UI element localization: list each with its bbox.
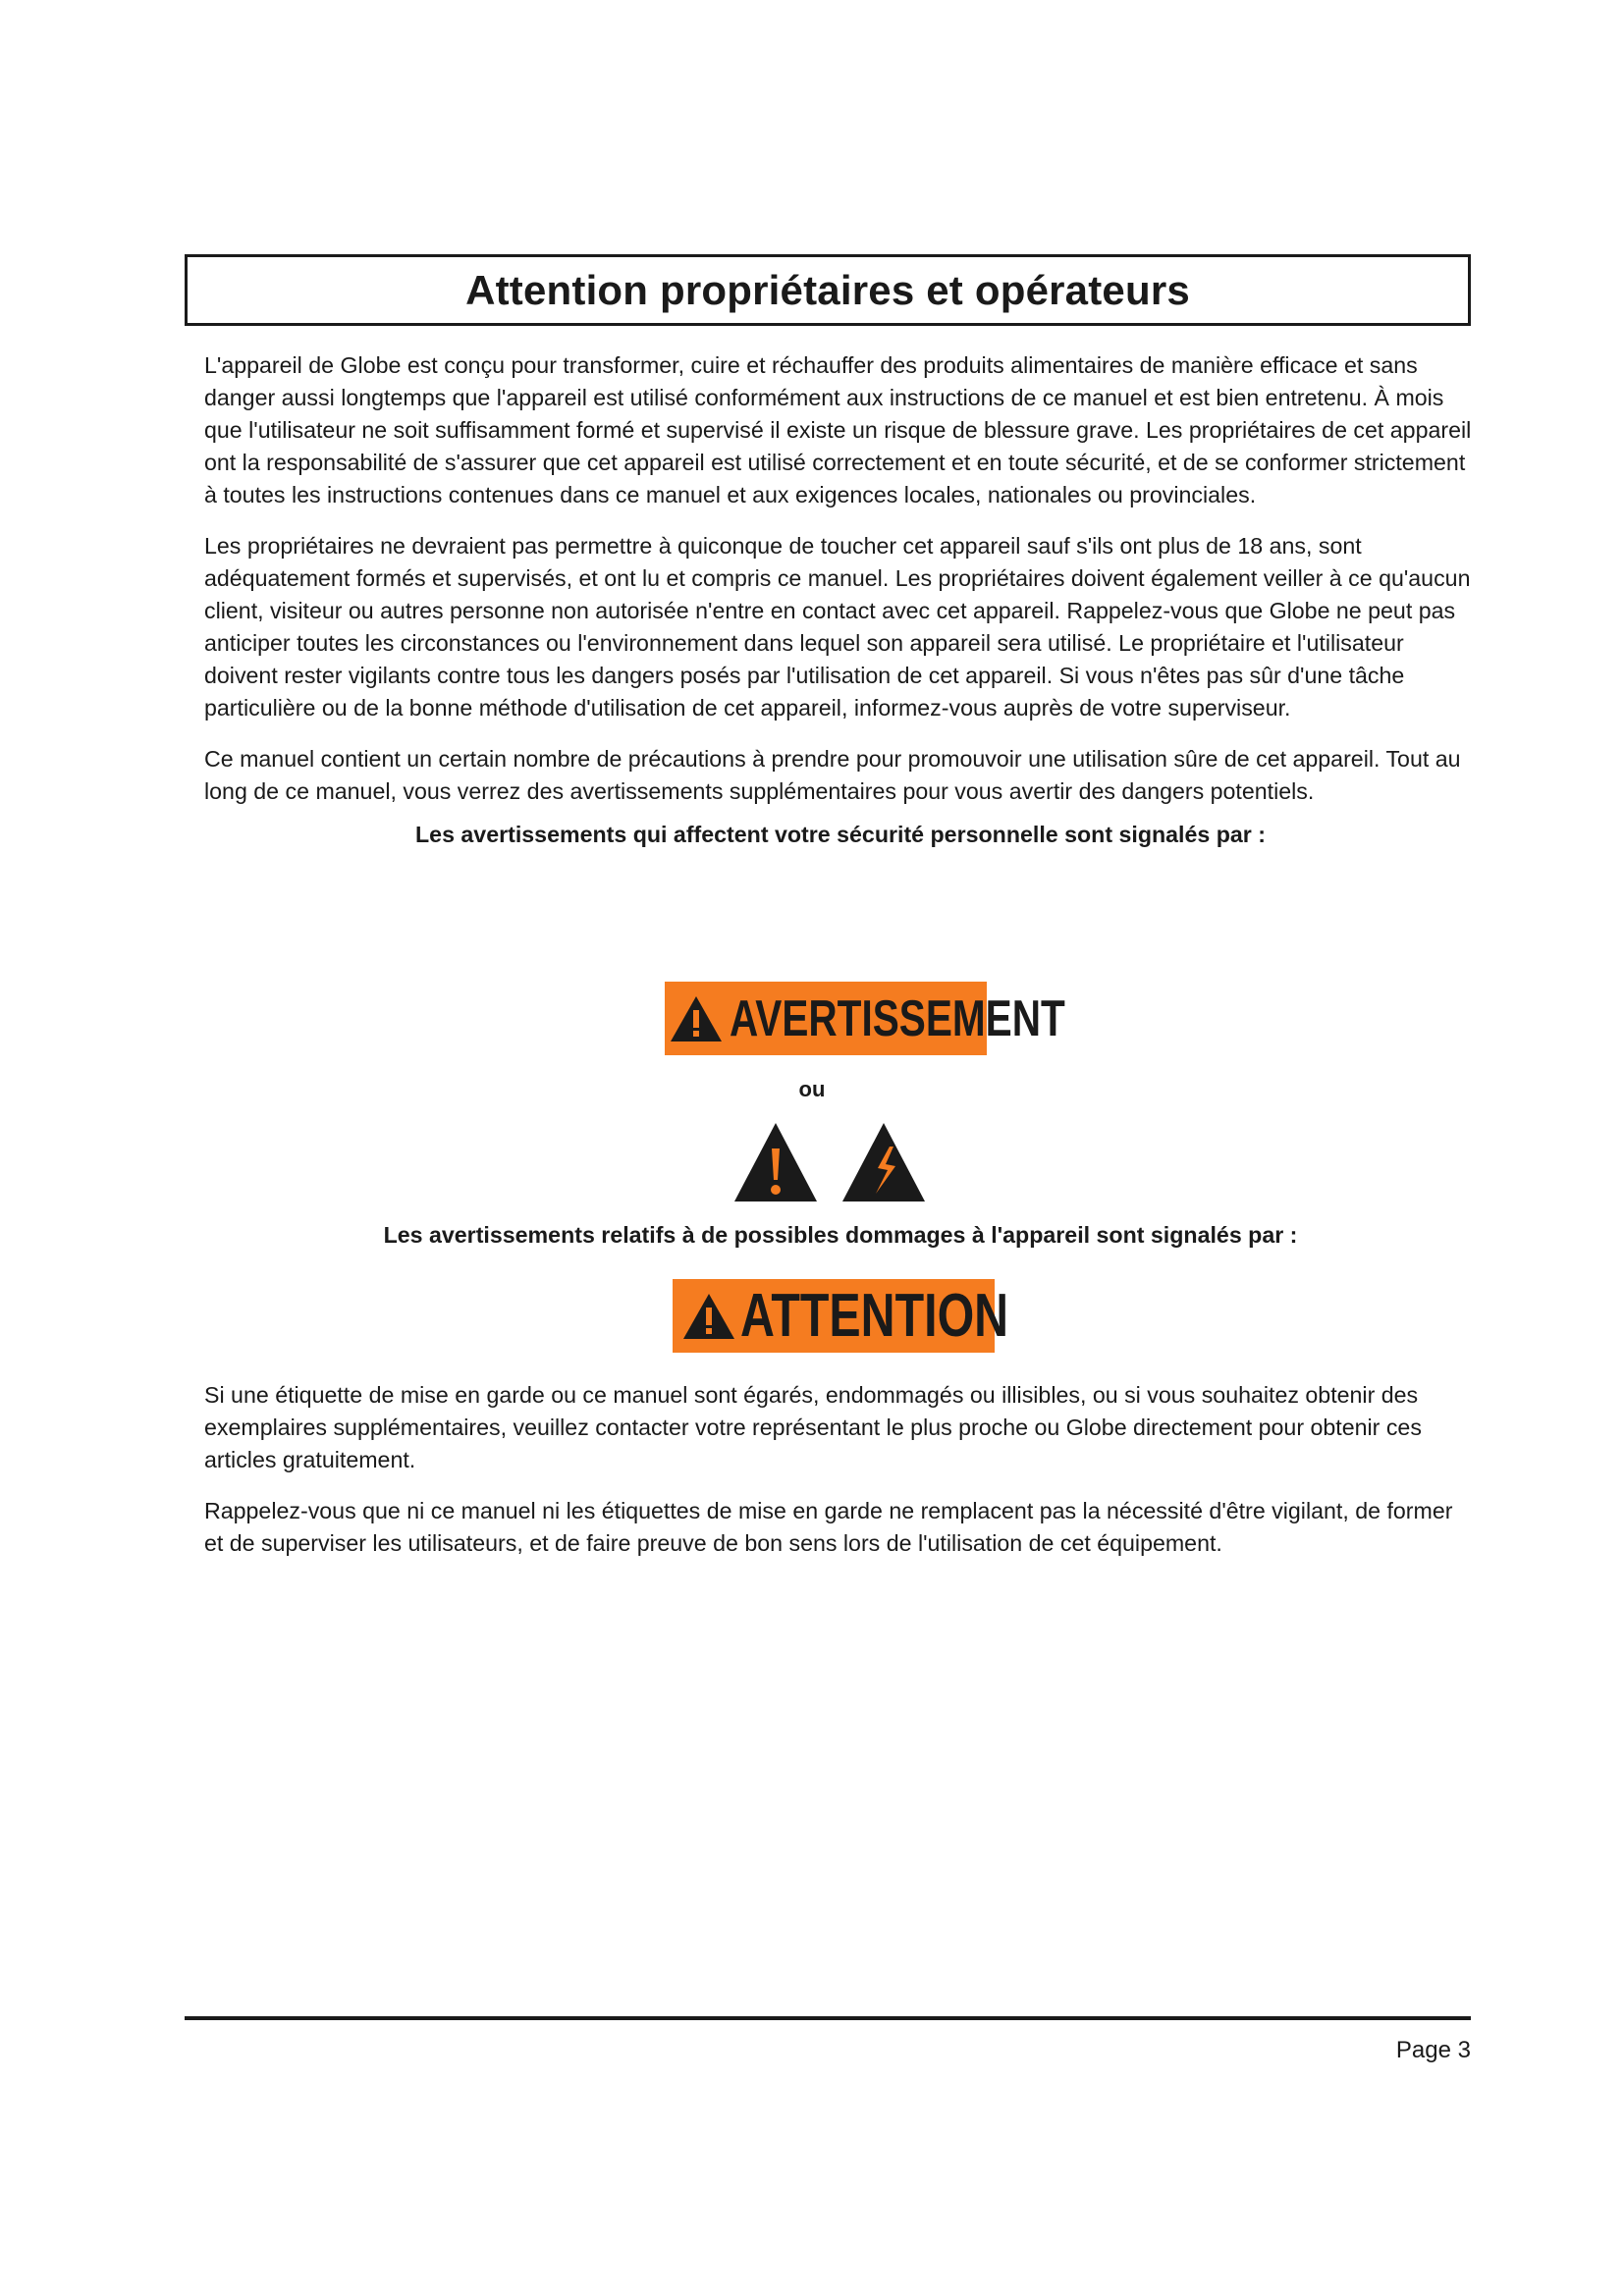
exclamation-triangle-icon [734,1123,817,1201]
heading-equipment-damage: Les avertissements relatifs à de possibles dommages à l'appareil sont signalés par : [383,1222,1298,1248]
paragraph-labels: Si une étiquette de mise en garde ou ce manuel sont égarés, endommagés ou illisibles, ou si vous souhaitez obtenir des exemplaires supplémentaires, veuillez contacter votre représentant le plus proche ou Globe directement pour obtenir ces articles gratuitement. [204,1382,1422,1472]
page-number: Page 3 [1395,2037,1471,2063]
warning-sign-label: AVERTISSEMENT [730,989,1065,1047]
caution-triangle-icon [681,1292,736,1341]
body-text-lower [204,1379,1477,1578]
paragraph-precautions: Ce manuel contient un certain nombre de précautions à prendre pour promouvoir une utilisation sûre de cet appareil. Tout au long de ce manuel, vous verrez des avertissements supplémentaires pour vous avertir des dangers potentiels. [204,746,1461,804]
caution-sign-label: ATTENTION [740,1282,1009,1350]
or-label: ou [798,1077,826,1101]
footer-divider [185,2016,1471,2020]
hazard-icons [734,1121,927,1203]
paragraph-intro: L'appareil de Globe est conçu pour transformer, cuire et réchauffer des produits alimentaires de manière efficace et sans danger aussi longtemps que l'appareil est utilisé conformément aux instructions de ce manuel et est bien entretenu. À mois que l'utilisateur ne soit suffisamment formé et supervisé il existe un risque de blessure grave. Les propriétaires de cet appareil ont la responsabilité de s'assurer que cet appareil est utilisé correctement et en toute sécurité, et de se conformer strictement à toutes les instructions contenues dans ce manuel et aux exigences locales, nationales ou provinciales. [204,352,1472,507]
electric-shock-triangle-icon [842,1123,925,1201]
warning-sign [665,982,1065,1055]
paragraph-reminder: Rappelez-vous que ni ce manuel ni les étiquettes de mise en garde ne remplacent pas la nécessité d'être vigilant, de former et de superviser les utilisateurs, et de faire preuve de bon sens lors de l'utilisation de cet équipement. [204,1498,1453,1556]
title-box [185,254,1471,326]
page-title: Attention propriétaires et opérateurs [465,266,1190,313]
heading-personal-safety: Les avertissements qui affectent votre sécurité personnelle sont signalés par : [415,822,1266,847]
warning-triangle-icon [669,994,724,1043]
caution-sign [673,1279,1009,1353]
paragraph-owners: Les propriétaires ne devraient pas permettre à quiconque de toucher cet appareil sauf s'ils ont plus de 18 ans, sont adéquatement formés et supervisés, et ont lu et compris ce manuel. Les propriétaires doivent également veiller à ce qu'aucun client, visiteur ou autres personne non autorisée n'entre en contact avec cet appareil. Rappelez-vous que Globe ne peut pas anticiper toutes les circonstances ou l'environnement dans lequel son appareil sera utilisé. Le propriétaire et l'utilisateur doivent rester vigilants contre tous les dangers posés par l'utilisation de cet appareil. Si vous n'êtes pas sûr d'une tâche particulière ou de la bonne méthode d'utilisation de cet appareil, informez-vous auprès de votre superviseur. [204,533,1471,721]
body-text [204,349,1477,851]
